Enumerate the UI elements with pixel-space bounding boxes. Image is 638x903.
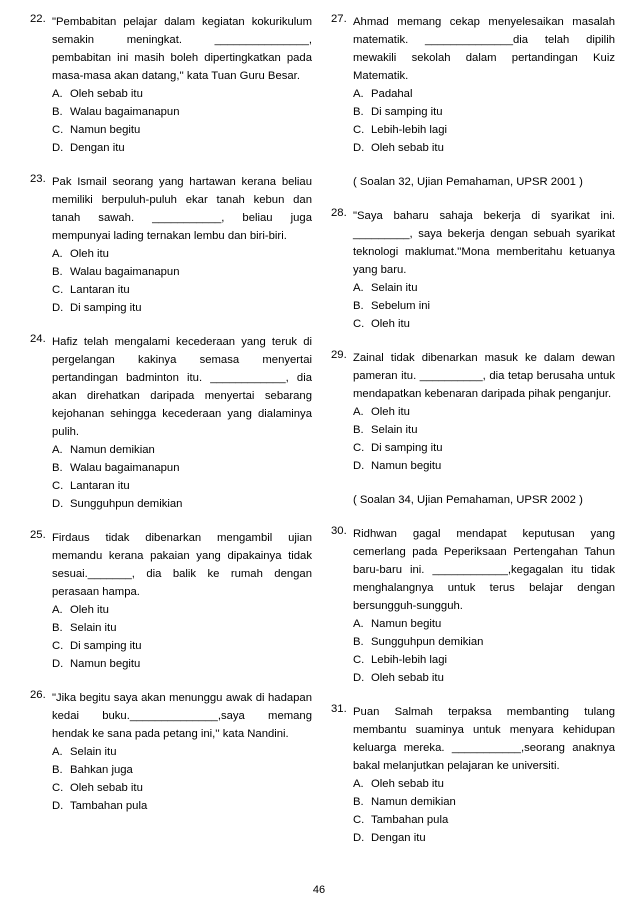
option-a: A. Oleh itu xyxy=(52,248,109,260)
option-list xyxy=(353,85,615,157)
option-a: A. Oleh itu xyxy=(52,604,109,616)
option-b: B. Walau bagaimanapun xyxy=(52,266,180,278)
question-text: Ridhwan gagal mendapat keputusan yang cemerlang pada Peperiksaan Pertengahan Tahun baru-baru ini. ____________,kegagalan itu tidak menghalangnya untuk terus belajar dengan bersungguh-sungguh. xyxy=(353,528,615,612)
option-list xyxy=(353,775,615,847)
question-number: 31. xyxy=(331,703,347,715)
question-31 xyxy=(331,703,615,847)
question-number: 25. xyxy=(30,529,46,541)
option-c: C. Oleh sebab itu xyxy=(52,782,143,794)
question-28 xyxy=(331,207,615,333)
option-b: B. Selain itu xyxy=(52,622,117,634)
option-list xyxy=(353,615,615,687)
option-a: A. Selain itu xyxy=(52,746,117,758)
question-number: 27. xyxy=(331,13,347,25)
question-number: 26. xyxy=(30,689,46,701)
option-list xyxy=(52,85,312,157)
page-number: 46 xyxy=(312,884,326,896)
question-22 xyxy=(30,13,312,157)
option-a: A. Selain itu xyxy=(353,282,418,294)
option-c: C. Lebih-lebih lagi xyxy=(353,124,447,136)
option-c: C. Lantaran itu xyxy=(52,284,130,296)
option-list xyxy=(52,245,312,317)
option-b: B. Namun demikian xyxy=(353,796,456,808)
question-text: "Saya baharu sahaja bekerja di syarikat ini. _________, saya bekerja dengan sebuah syarikat teknologi maklumat.''Mona memberitahu ketuanya yang baru. xyxy=(353,210,615,276)
option-c: C. Lebih-lebih lagi xyxy=(353,654,447,666)
option-a: A. Oleh itu xyxy=(353,406,410,418)
option-d: D. Oleh sebab itu xyxy=(353,672,444,684)
question-number: 24. xyxy=(30,333,46,345)
option-list xyxy=(353,279,615,333)
option-list xyxy=(52,743,312,815)
right-column xyxy=(331,13,615,847)
question-25 xyxy=(30,529,312,673)
question-29 xyxy=(331,349,615,475)
question-number: 23. xyxy=(30,173,46,185)
option-b: B. Bahkan juga xyxy=(52,764,133,776)
question-30 xyxy=(331,525,615,687)
option-d: D. Namun begitu xyxy=(353,460,442,472)
option-b: B. Sebelum ini xyxy=(353,300,431,312)
question-text: Zainal tidak dibenarkan masuk ke dalam dewan pameran itu. __________, dia tetap berusaha untuk mendapatkan kebenaran daripada pihak penganjur. xyxy=(353,352,615,400)
option-b: B. Di samping itu xyxy=(353,106,443,118)
option-list xyxy=(52,601,312,673)
option-c: C. Oleh itu xyxy=(353,318,410,330)
question-text: Ahmad memang cekap menyelesaikan masalah matematik. ______________dia telah dipilih mewakili sekolah dalam pertandingan Kuiz Matematik. xyxy=(353,16,615,82)
option-a: A. Oleh sebab itu xyxy=(353,778,444,790)
option-c: C. Di samping itu xyxy=(52,640,142,652)
option-d: D. Di samping itu xyxy=(52,302,142,314)
question-text: Firdaus tidak dibenarkan mengambil ujian memandu kerana pakaian yang dipakainya tidak sesuai._______, dia balik ke rumah dengan perasaan hampa. xyxy=(52,532,312,598)
question-24 xyxy=(30,333,312,513)
option-d: D. Dengan itu xyxy=(52,142,125,154)
option-b: B. Selain itu xyxy=(353,424,418,436)
option-a: A. Padahal xyxy=(353,88,413,100)
option-b: B. Walau bagaimanapun xyxy=(52,106,180,118)
option-b: B. Sungguhpun demikian xyxy=(353,636,484,648)
question-26 xyxy=(30,689,312,815)
question-text: "Pembabitan pelajar dalam kegiatan kokurikulum semakin meningkat. _______________, pembabitan ini masih boleh dipertingkatkan pada masa-masa akan datang,'' kata Tuan Guru Besar. xyxy=(52,16,312,82)
option-a: A. Oleh sebab itu xyxy=(52,88,143,100)
question-number: 28. xyxy=(331,207,347,219)
option-d: D. Dengan itu xyxy=(353,832,426,844)
source-note: ( Soalan 34, Ujian Pemahaman, UPSR 2002 ) xyxy=(353,494,583,506)
question-text: Pak Ismail seorang yang hartawan kerana beliau memiliki berpuluh-puluh ekar tanah kebun dan tanah sawah. ___________, beliau juga mempunyai lading ternakan lembu dan biri-biri. xyxy=(52,176,312,242)
option-a: A. Namun begitu xyxy=(353,618,442,630)
source-note: ( Soalan 32, Ujian Pemahaman, UPSR 2001 ) xyxy=(353,176,583,188)
question-27 xyxy=(331,13,615,157)
option-c: C. Tambahan pula xyxy=(353,814,449,826)
option-d: D. Tambahan pula xyxy=(52,800,148,812)
question-number: 22. xyxy=(30,13,46,25)
option-list xyxy=(52,441,312,513)
question-number: 30. xyxy=(331,525,347,537)
option-c: C. Lantaran itu xyxy=(52,480,130,492)
question-23 xyxy=(30,173,312,317)
option-list xyxy=(353,403,615,475)
option-b: B. Walau bagaimanapun xyxy=(52,462,180,474)
option-c: C. Di samping itu xyxy=(353,442,443,454)
option-c: C. Namun begitu xyxy=(52,124,141,136)
question-number: 29. xyxy=(331,349,347,361)
option-d: D. Sungguhpun demikian xyxy=(52,498,183,510)
question-text: Hafiz telah mengalami kecederaan yang teruk di pergelangan kakinya semasa menyertai pertandingan badminton itu. ____________, dia akan direhatkan daripada menyertai sebarang kejohanan sehingga kecederaan yang dialaminya pulih. xyxy=(52,336,312,438)
option-d: D. Oleh sebab itu xyxy=(353,142,444,154)
option-a: A. Namun demikian xyxy=(52,444,155,456)
question-text: Puan Salmah terpaksa membanting tulang membantu suaminya untuk menyara kehidupan keluarga mereka. ___________,seorang anaknya bakal melanjutkan pelajaran ke universiti. xyxy=(353,706,615,772)
left-column xyxy=(30,13,312,815)
question-text: "Jika begitu saya akan menunggu awak di hadapan kedai buku.______________,saya memang hendak ke sana pada petang ini,'' kata Nandini. xyxy=(52,692,312,740)
option-d: D. Namun begitu xyxy=(52,658,141,670)
